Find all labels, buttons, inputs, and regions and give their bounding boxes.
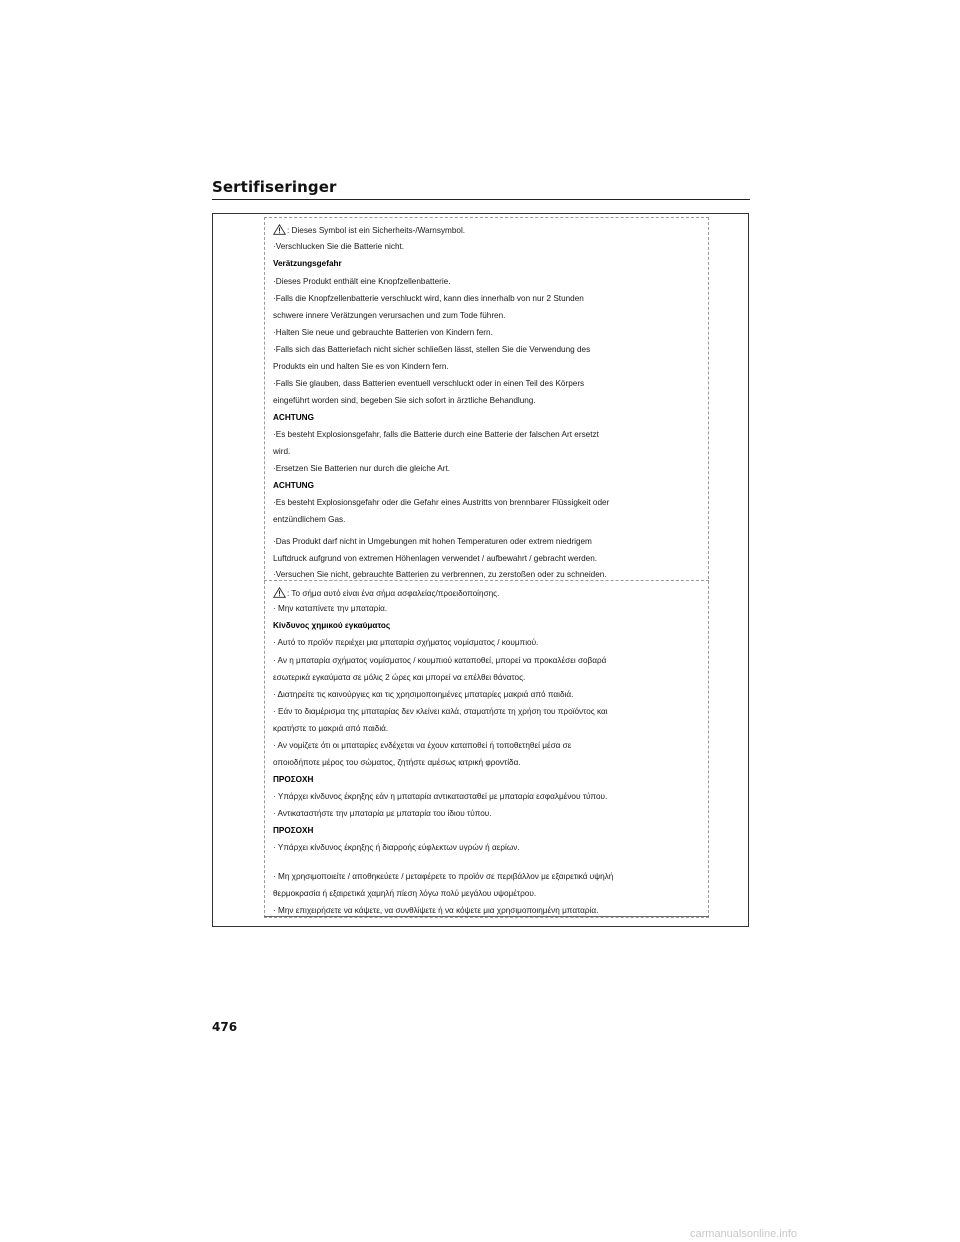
greek-line: · Μη χρησιμοποιείτε / αποθηκεύετε / μεταφέρετε το προϊόν σε περιβάλλον με εξαιρετικά υψηλή (273, 872, 614, 881)
german-line: ·Das Produkt darf nicht in Umgebungen mit hohen Temperaturen oder extrem niedrigem (273, 537, 592, 546)
warning-triangle-icon (273, 587, 286, 598)
greek-heading: ΠΡΟΣΟΧΗ (273, 775, 314, 784)
german-line: entzündlichem Gas. (273, 515, 346, 524)
german-line: ·Halten Sie neue und gebrauchte Batterien von Kindern fern. (273, 328, 493, 337)
language-divider (264, 580, 709, 581)
greek-line: · Υπάρχει κίνδυνος έκρηξης ή διαρροής εύφλεκτων υγρών ή αερίων. (273, 843, 520, 852)
german-line: ·Es besteht Explosionsgefahr oder die Gefahr eines Austritts von brennbarer Flüssigkeit oder (273, 498, 610, 507)
watermark: carmanualsonline.info (690, 1228, 798, 1240)
german-line: ·Falls Sie glauben, dass Batterien eventuell verschluckt oder in einen Teil des Körpers (273, 379, 585, 388)
german-line: ·Verschlucken Sie die Batterie nicht. (273, 242, 405, 251)
greek-heading: Κίνδυνος χημικού εγκαύματος (273, 621, 391, 630)
greek-line: κρατήστε το μακριά από παιδιά. (273, 724, 389, 733)
page-number: 476 (212, 1020, 238, 1034)
german-line: ·Ersetzen Sie Batterien nur durch die gleiche Art. (273, 464, 451, 473)
label-bottom-rule (264, 916, 709, 917)
german-line: ·Dieses Produkt enthält eine Knopfzellenbatterie. (273, 277, 451, 286)
german-line: ·Versuchen Sie nicht, gebrauchte Batterien zu verbrennen, zu zerstoßen oder zu schneiden. (273, 570, 607, 579)
greek-line: · Εάν το διαμέρισμα της μπαταρίας δεν κλείνει καλά, σταματήστε τη χρήση του προϊόντος και (273, 707, 608, 716)
german-line: eingeführt worden sind, begeben Sie sich sofort in ärztliche Behandlung. (273, 396, 536, 405)
german-warning-symbol-text: : Dieses Symbol ist ein Sicherheits-/Warnsymbol. (287, 226, 466, 235)
german-warning-symbol-line (273, 224, 703, 236)
german-heading: Verätzungsgefahr (273, 259, 342, 268)
german-line: ·Es besteht Explosionsgefahr, falls die Batterie durch eine Batterie der falschen Art ersetzt (273, 430, 599, 439)
greek-line: · Διατηρείτε τις καινούργιες και τις χρησιμοποιημένες μπαταρίες μακριά από παιδιά. (273, 690, 574, 699)
warning-triangle-icon (273, 224, 286, 235)
greek-line: · Αυτό το προϊόν περιέχει μια μπαταρία σχήματος νομίσματος / κουμπιού. (273, 638, 539, 647)
section-divider (212, 199, 750, 200)
greek-line: οποιοδήποτε μέρος του σώματος, ζητήστε αμέσως ιατρική φροντίδα. (273, 758, 521, 767)
greek-line: · Αν νομίζετε ότι οι μπαταρίες ενδέχεται να έχουν καταποθεί ή τοποθετηθεί μέσα σε (273, 741, 572, 750)
section-title: Sertifiseringer (212, 178, 337, 196)
greek-warning-symbol-line (273, 587, 703, 599)
greek-line: · Αν η μπαταρία σχήματος νομίσματος / κουμπιού καταποθεί, μπορεί να προκαλέσει σοβαρά (273, 656, 607, 665)
german-line: ·Falls die Knopfzellenbatterie verschluckt wird, kann dies innerhalb von nur 2 Stunden (273, 294, 584, 303)
german-heading: ACHTUNG (273, 481, 314, 490)
greek-line: · Μην επιχειρήσετε να κάψετε, να συνθλίψετε ή να κόψετε μια χρησιμοποιημένη μπαταρία. (273, 906, 599, 915)
greek-line: · Αντικαταστήστε την μπαταρία με μπαταρία του ίδιου τύπου. (273, 809, 492, 818)
greek-line: · Υπάρχει κίνδυνος έκρηξης εάν η μπαταρία αντικατασταθεί με μπαταρία εσφαλμένου τύπου. (273, 792, 608, 801)
greek-line: · Μην καταπίνετε την μπαταρία. (273, 604, 388, 613)
german-line: schwere innere Verätzungen verursachen und zum Tode führen. (273, 311, 506, 320)
greek-line: εσωτερικά εγκαύματα σε μόλις 2 ώρες και μπορεί να επέλθει θάνατος. (273, 673, 526, 682)
german-line: Produkts ein und halten Sie es von Kindern fern. (273, 362, 449, 371)
german-line: Luftdruck aufgrund von extremen Höhenlagen verwendet / aufbewahrt / gebracht werden. (273, 554, 598, 563)
german-line: ·Falls sich das Batteriefach nicht sicher schließen lässt, stellen Sie die Verwendung des (273, 345, 591, 354)
greek-line: θερμοκρασία ή εξαιρετικά χαμηλή πίεση λόγω πολύ μεγάλου υψομέτρου. (273, 889, 537, 898)
greek-warning-symbol-text: : Το σήμα αυτό είναι ένα σήμα ασφαλείας/προειδοποίησης. (287, 589, 500, 598)
greek-heading: ΠΡΟΣΟΧΗ (273, 826, 314, 835)
german-line: wird. (273, 447, 291, 456)
german-heading: ACHTUNG (273, 413, 314, 422)
